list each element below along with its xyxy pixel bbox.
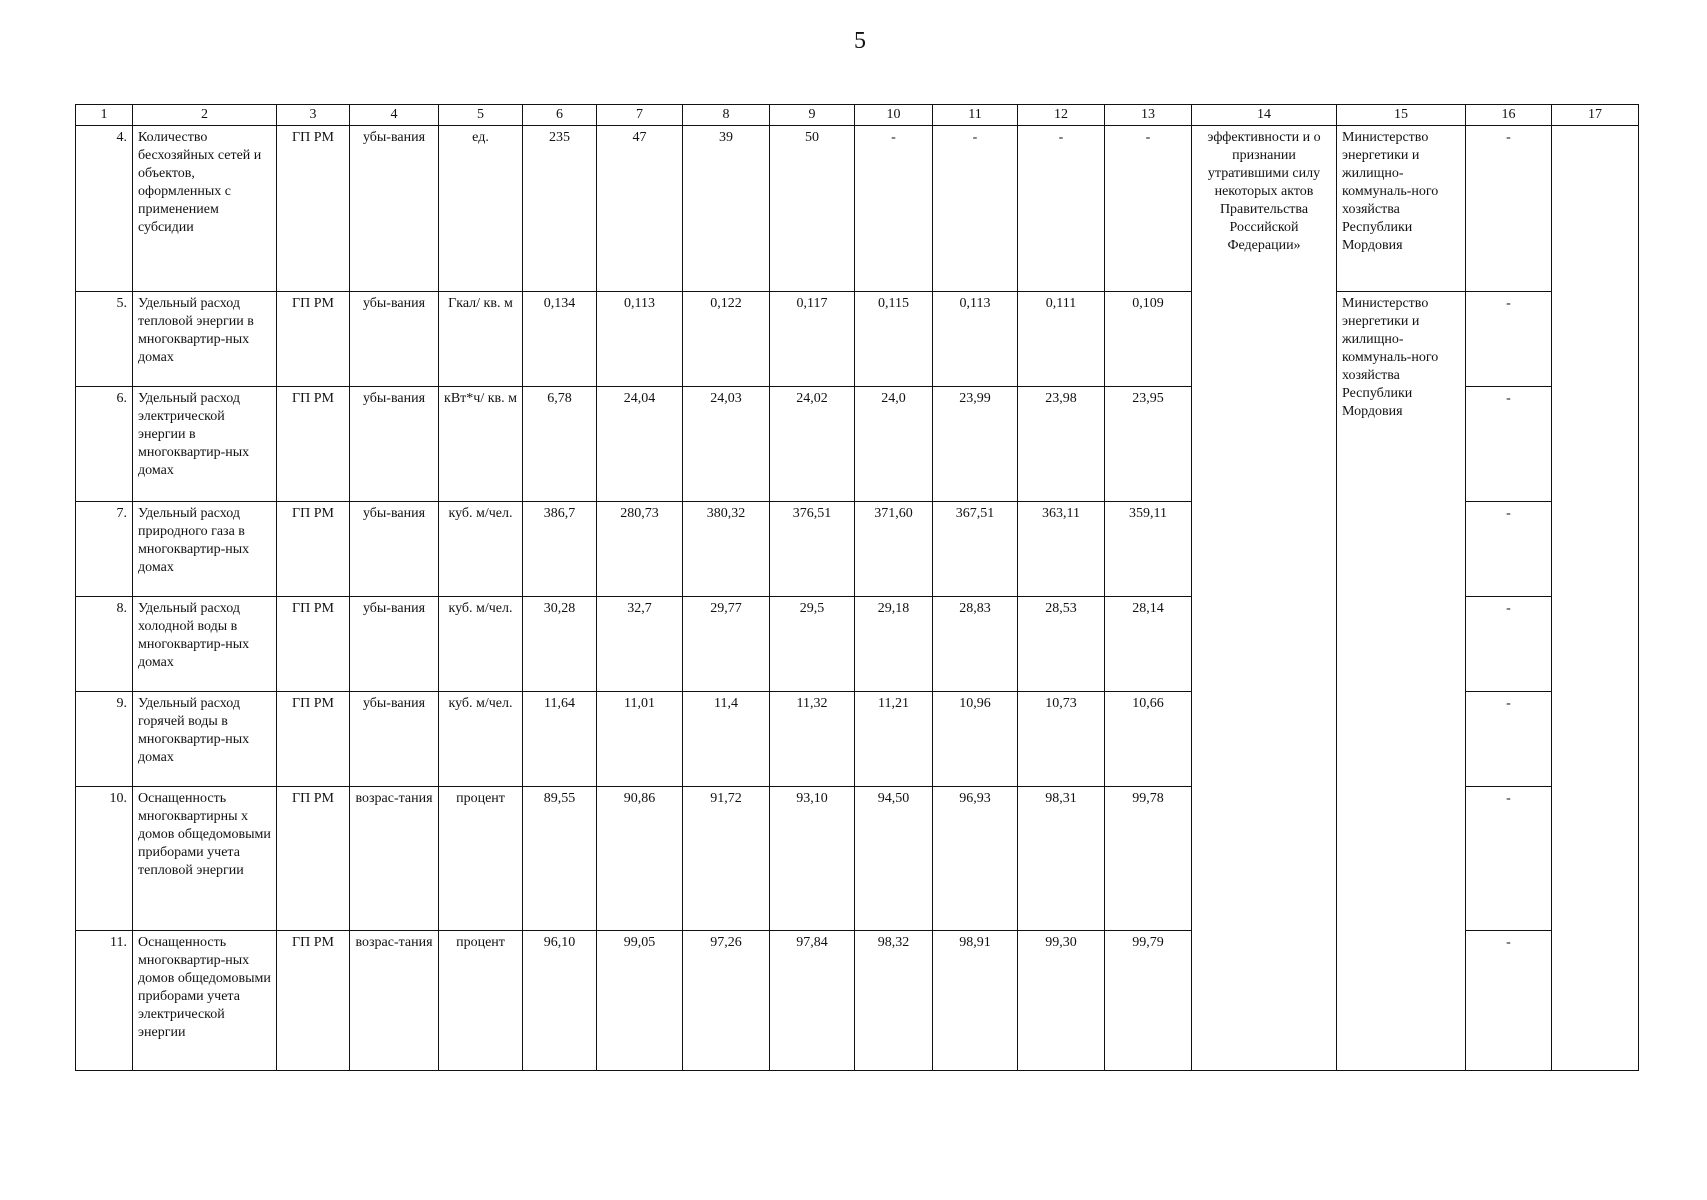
value-cell: 96,93: [933, 787, 1018, 931]
header-cell: 4: [350, 105, 439, 126]
header-cell: 10: [855, 105, 933, 126]
value-cell: 30,28: [523, 597, 597, 692]
indicator-name: Количество бесхозяйных сетей и объектов, оформленных с применением субсидии: [133, 126, 277, 292]
col17-cell: [1552, 126, 1639, 1071]
value-cell: 97,26: [683, 931, 770, 1071]
value-cell: 11,01: [597, 692, 683, 787]
value-cell: 235: [523, 126, 597, 292]
header-cell: 8: [683, 105, 770, 126]
value-cell: -: [855, 126, 933, 292]
header-cell: 13: [1105, 105, 1192, 126]
table-row: [76, 126, 1639, 292]
header-cell: 5: [439, 105, 523, 126]
indicator-name: Удельный расход электрической энергии в многоквартир-ных домах: [133, 387, 277, 502]
value-cell: 10,66: [1105, 692, 1192, 787]
value-cell: 32,7: [597, 597, 683, 692]
col16-cell: -: [1466, 502, 1552, 597]
value-cell: 6,78: [523, 387, 597, 502]
indicator-name: Удельный расход горячей воды в многоквартир-ных домах: [133, 692, 277, 787]
value-cell: 94,50: [855, 787, 933, 931]
trend: возрас-тания: [350, 787, 439, 931]
value-cell: 24,0: [855, 387, 933, 502]
header-cell: 1: [76, 105, 133, 126]
program-code: ГП РМ: [277, 931, 350, 1071]
value-cell: 23,95: [1105, 387, 1192, 502]
program-code: ГП РМ: [277, 387, 350, 502]
value-cell: 11,64: [523, 692, 597, 787]
value-cell: 93,10: [770, 787, 855, 931]
header-cell: 7: [597, 105, 683, 126]
value-cell: 28,83: [933, 597, 1018, 692]
value-cell: 11,4: [683, 692, 770, 787]
row-index: 5.: [76, 292, 133, 387]
col16-cell: -: [1466, 692, 1552, 787]
value-cell: 371,60: [855, 502, 933, 597]
value-cell: 10,96: [933, 692, 1018, 787]
value-cell: -: [933, 126, 1018, 292]
value-cell: 99,05: [597, 931, 683, 1071]
header-cell: 11: [933, 105, 1018, 126]
row-index: 10.: [76, 787, 133, 931]
ministry-cell: Министерство энергетики и жилищно-коммуналь-ного хозяйства Республики Мордовия: [1337, 292, 1466, 1071]
program-code: ГП РМ: [277, 597, 350, 692]
value-cell: 367,51: [933, 502, 1018, 597]
value-cell: 39: [683, 126, 770, 292]
value-cell: 24,03: [683, 387, 770, 502]
value-cell: 28,53: [1018, 597, 1105, 692]
col16-cell: -: [1466, 126, 1552, 292]
header-cell: 12: [1018, 105, 1105, 126]
value-cell: 386,7: [523, 502, 597, 597]
value-cell: 99,79: [1105, 931, 1192, 1071]
row-index: 6.: [76, 387, 133, 502]
row-index: 9.: [76, 692, 133, 787]
value-cell: 24,02: [770, 387, 855, 502]
trend: убы-вания: [350, 126, 439, 292]
trend: убы-вания: [350, 387, 439, 502]
value-cell: 363,11: [1018, 502, 1105, 597]
unit: процент: [439, 787, 523, 931]
program-code: ГП РМ: [277, 126, 350, 292]
value-cell: 98,31: [1018, 787, 1105, 931]
value-cell: 359,11: [1105, 502, 1192, 597]
value-cell: 24,04: [597, 387, 683, 502]
value-cell: 0,113: [597, 292, 683, 387]
unit: процент: [439, 931, 523, 1071]
value-cell: 0,122: [683, 292, 770, 387]
value-cell: 11,21: [855, 692, 933, 787]
value-cell: 29,5: [770, 597, 855, 692]
ministry-cell: Министерство энергетики и жилищно-коммуналь-ного хозяйства Республики Мордовия: [1337, 126, 1466, 292]
header-cell: 6: [523, 105, 597, 126]
page-number: 5: [854, 28, 866, 54]
indicator-name: Оснащенность многоквартирны х домов общедомовыми приборами учета тепловой энергии: [133, 787, 277, 931]
trend: убы-вания: [350, 597, 439, 692]
value-cell: 98,91: [933, 931, 1018, 1071]
value-cell: 0,111: [1018, 292, 1105, 387]
indicator-name: Оснащенность многоквартир-ных домов общедомовыми приборами учета электрической энергии: [133, 931, 277, 1071]
value-cell: 99,78: [1105, 787, 1192, 931]
row-index: 11.: [76, 931, 133, 1071]
header-cell: 14: [1192, 105, 1337, 126]
unit: ед.: [439, 126, 523, 292]
col16-cell: -: [1466, 292, 1552, 387]
value-cell: 376,51: [770, 502, 855, 597]
table-row: [76, 292, 1639, 387]
trend: возрас-тания: [350, 931, 439, 1071]
trend: убы-вания: [350, 692, 439, 787]
header-cell: 16: [1466, 105, 1552, 126]
value-cell: 0,109: [1105, 292, 1192, 387]
header-cell: 17: [1552, 105, 1639, 126]
unit: Гкал/ кв. м: [439, 292, 523, 387]
indicator-name: Удельный расход природного газа в многоквартир-ных домах: [133, 502, 277, 597]
value-cell: 97,84: [770, 931, 855, 1071]
value-cell: 29,18: [855, 597, 933, 692]
legal-act-cell: эффективности и о признании утратившими силу некоторых актов Правительства Российской Федерации»: [1192, 126, 1337, 1071]
value-cell: 0,134: [523, 292, 597, 387]
row-index: 8.: [76, 597, 133, 692]
value-cell: 47: [597, 126, 683, 292]
col16-cell: -: [1466, 597, 1552, 692]
indicator-name: Удельный расход тепловой энергии в многоквартир-ных домах: [133, 292, 277, 387]
value-cell: 23,98: [1018, 387, 1105, 502]
unit: куб. м/чел.: [439, 502, 523, 597]
trend: убы-вания: [350, 292, 439, 387]
program-code: ГП РМ: [277, 502, 350, 597]
header-cell: 3: [277, 105, 350, 126]
value-cell: 0,113: [933, 292, 1018, 387]
value-cell: 10,73: [1018, 692, 1105, 787]
col16-cell: -: [1466, 387, 1552, 502]
value-cell: 99,30: [1018, 931, 1105, 1071]
program-code: ГП РМ: [277, 787, 350, 931]
row-index: 7.: [76, 502, 133, 597]
value-cell: 96,10: [523, 931, 597, 1071]
program-code: ГП РМ: [277, 692, 350, 787]
value-cell: 89,55: [523, 787, 597, 931]
value-cell: 28,14: [1105, 597, 1192, 692]
col16-cell: -: [1466, 931, 1552, 1071]
value-cell: 280,73: [597, 502, 683, 597]
value-cell: 98,32: [855, 931, 933, 1071]
row-index: 4.: [76, 126, 133, 292]
program-code: ГП РМ: [277, 292, 350, 387]
indicator-name: Удельный расход холодной воды в многоквартир-ных домах: [133, 597, 277, 692]
value-cell: 90,86: [597, 787, 683, 931]
header-cell: 15: [1337, 105, 1466, 126]
value-cell: -: [1105, 126, 1192, 292]
unit: куб. м/чел.: [439, 692, 523, 787]
unit: куб. м/чел.: [439, 597, 523, 692]
col16-cell: -: [1466, 787, 1552, 931]
indicators-table: [75, 104, 1639, 1071]
unit: кВт*ч/ кв. м: [439, 387, 523, 502]
value-cell: 0,115: [855, 292, 933, 387]
header-row: [76, 105, 1639, 126]
value-cell: 380,32: [683, 502, 770, 597]
header-cell: 9: [770, 105, 855, 126]
value-cell: 11,32: [770, 692, 855, 787]
value-cell: 91,72: [683, 787, 770, 931]
value-cell: 0,117: [770, 292, 855, 387]
value-cell: 29,77: [683, 597, 770, 692]
value-cell: -: [1018, 126, 1105, 292]
value-cell: 50: [770, 126, 855, 292]
header-cell: 2: [133, 105, 277, 126]
value-cell: 23,99: [933, 387, 1018, 502]
trend: убы-вания: [350, 502, 439, 597]
